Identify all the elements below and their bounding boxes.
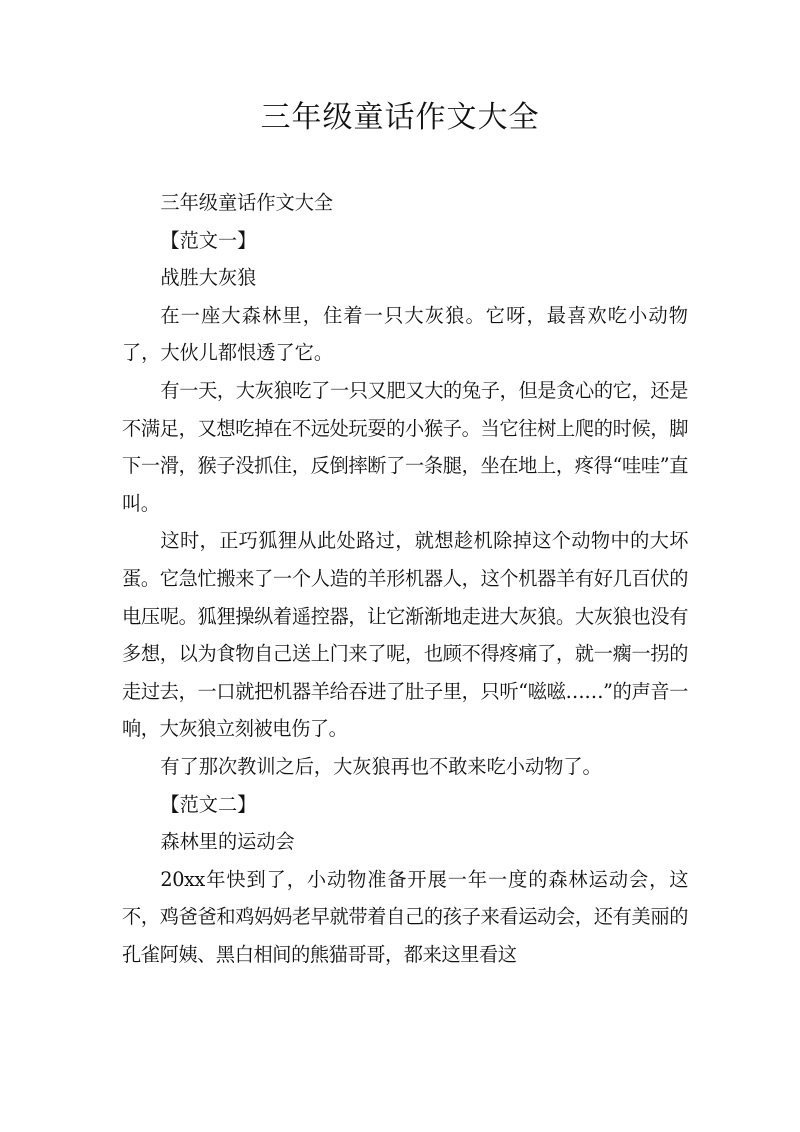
paragraph: 有一天，大灰狼吃了一只又肥又大的兔子，但是贪心的它，还是不满足，又想吃掉在不远处玩耍的小猴子。当它往树上爬的时候，脚下一滑，猴子没抓住，反倒摔断了一条腿，坐在地上，疼得“哇哇”直叫。 [122, 378, 688, 515]
section-heading-2: 【范文二】 [160, 792, 257, 816]
paragraph: 20xx年快到了，小动物准备开展一年一度的森林运动会，这不，鸡爸爸和鸡妈妈老早就带着自己的孩子来看运动会，还有美丽的孔雀阿姨、黑白相间的熊猫哥哥，都来这里看这 [122, 867, 688, 966]
paragraph: 在一座大森林里，住着一只大灰狼。它呀，最喜欢吃小动物了，大伙儿都恨透了它。 [122, 303, 688, 365]
paragraph: 有了那次教训之后，大灰狼再也不敢来吃小动物了。 [160, 754, 602, 778]
document-title: 三年级童话作文大全 [260, 100, 540, 135]
section-heading-1: 【范文一】 [160, 228, 257, 252]
story-title-2: 森林里的运动会 [160, 830, 295, 854]
document-body [122, 184, 688, 973]
story-title-1: 战胜大灰狼 [160, 266, 257, 290]
paragraph: 这时，正巧狐狸从此处路过，就想趁机除掉这个动物中的大坏蛋。它急忙搬来了一个人造的羊形机器人，这个机器羊有好几百伏的电压呢。狐狸操纵着遥控器，让它渐渐地走进大灰狼。大灰狼也没有多想，以为食物自己送上门来了呢，也顾不得疼痛了，就一瘸一拐的走过去，一口就把机器羊给吞进了肚子里，只听“嗞嗞……”的声音一响，大灰狼立刻被电伤了。 [122, 529, 688, 741]
subtitle-paragraph: 三年级童话作文大全 [160, 191, 334, 214]
